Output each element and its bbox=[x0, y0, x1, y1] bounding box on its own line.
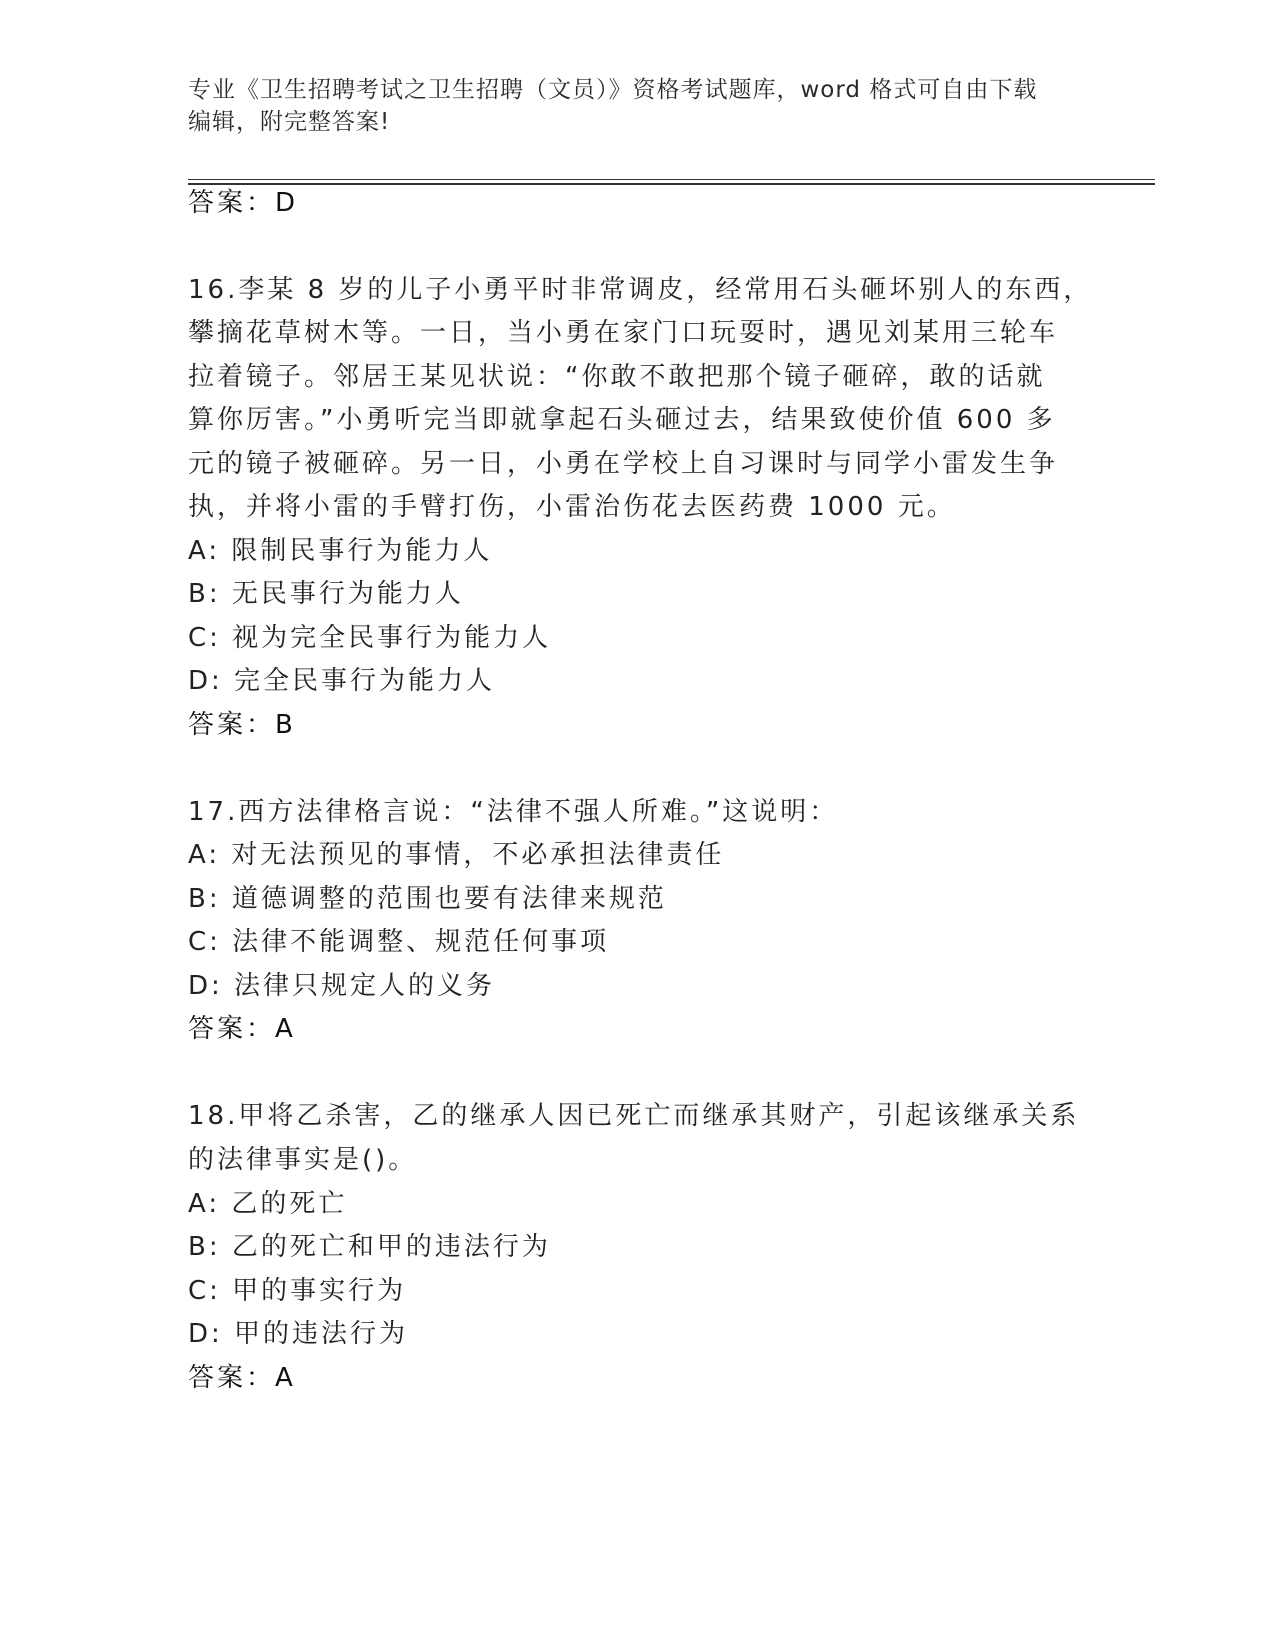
question-17-stem-line-1: 17.西方法律格言说：“法律不强人所难。”这说明： bbox=[188, 797, 839, 827]
question-17-option-a: A: 对无法预见的事情，不必承担法律责任 bbox=[188, 840, 725, 870]
question-16-stem-line-1: 16.李某 8 岁的儿子小勇平时非常调皮，经常用石头砸坏别人的东西， bbox=[188, 275, 1093, 305]
question-16-option-d: D: 完全民事行为能力人 bbox=[188, 666, 496, 696]
question-16-option-b: B: 无民事行为能力人 bbox=[188, 579, 464, 609]
question-18-option-b: B: 乙的死亡和甲的违法行为 bbox=[188, 1232, 551, 1262]
header-line-2: 编辑，附完整答案! bbox=[188, 109, 391, 135]
question-16-option-a: A: 限制民事行为能力人 bbox=[188, 536, 493, 566]
question-16-stem-line-6: 执，并将小雷的手臂打伤，小雷治伤花去医药费 1000 元。 bbox=[188, 492, 956, 522]
question-17-option-b: B: 道德调整的范围也要有法律来规范 bbox=[188, 884, 667, 914]
question-18-stem-line-1: 18.甲将乙杀害，乙的继承人因已死亡而继承其财产，引起该继承关系 bbox=[188, 1101, 1080, 1131]
previous-answer: 答案：D bbox=[188, 188, 299, 218]
question-16-stem-line-5: 元的镜子被砸碎。另一日，小勇在学校上自习课时与同学小雷发生争 bbox=[188, 449, 1059, 479]
question-18-option-d: D: 甲的违法行为 bbox=[188, 1319, 409, 1349]
header-divider-thick bbox=[188, 183, 1155, 185]
question-16-answer: 答案：B bbox=[188, 710, 296, 740]
question-16-stem-line-2: 攀摘花草树木等。一日，当小勇在家门口玩耍时，遇见刘某用三轮车 bbox=[188, 318, 1059, 348]
question-16-option-c: C: 视为完全民事行为能力人 bbox=[188, 623, 552, 653]
question-18-answer: 答案：A bbox=[188, 1363, 296, 1393]
header-divider-thin bbox=[188, 179, 1155, 180]
question-17-option-d: D: 法律只规定人的义务 bbox=[188, 971, 496, 1001]
document-header-note bbox=[188, 74, 1088, 138]
question-16-stem-line-4: 算你厉害。”小勇听完当即就拿起石头砸过去，结果致使价值 600 多 bbox=[188, 405, 1056, 435]
question-18-option-a: A: 乙的死亡 bbox=[188, 1189, 348, 1219]
question-18-option-c: C: 甲的事实行为 bbox=[188, 1276, 407, 1306]
header-line-1: 专业《卫生招聘考试之卫生招聘（文员）》资格考试题库，word 格式可自由下载 bbox=[188, 77, 1038, 103]
question-18-stem-line-2: 的法律事实是()。 bbox=[188, 1145, 418, 1175]
question-16-stem-line-3: 拉着镜子。邻居王某见状说：“你敢不敢把那个镜子砸碎，敢的话就 bbox=[188, 362, 1046, 392]
question-17-answer: 答案：A bbox=[188, 1014, 296, 1044]
question-17-option-c: C: 法律不能调整、规范任何事项 bbox=[188, 927, 610, 957]
